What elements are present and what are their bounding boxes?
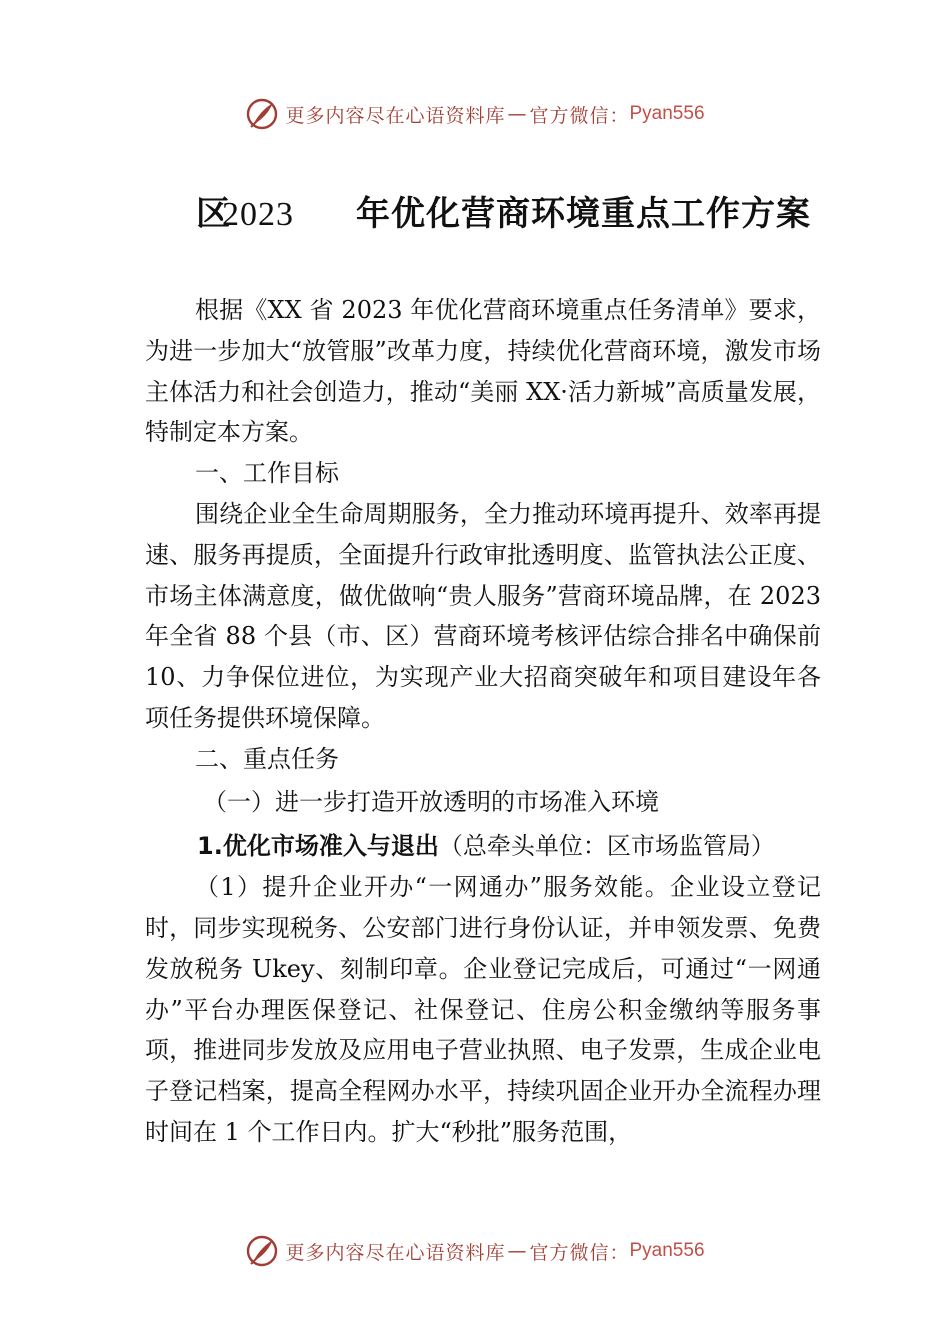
- watermark-wechat-id: Pyan556: [629, 1240, 705, 1261]
- watermark-text: 更多内容尽在心语资料库: [285, 1241, 506, 1264]
- feather-pen-logo-icon: [245, 97, 279, 131]
- watermark-wechat-label: 官方微信：: [529, 1241, 630, 1264]
- item-heading-bold: 1.优化市场准入与退出: [197, 832, 439, 861]
- watermark-banner-bottom: [0, 1231, 950, 1271]
- title-year: 2023: [222, 196, 294, 233]
- watermark-wechat-label: 官方微信：: [529, 104, 630, 127]
- watermark-wechat-id: Pyan556: [629, 103, 705, 124]
- title-district: 区: [196, 194, 231, 234]
- feather-pen-logo-icon: [245, 1234, 279, 1268]
- goals-paragraph: 围绕企业全生命周期服务，全力推动环境再提升、效率再提速、服务再提质，全面提升行政审批透明度、监管执法公正度、市场主体满意度，做优做响“贵人服务”营商环境品牌，在 2023 年全省 88 个县（市、区）营商环境考核评估综合排名中确保前 10、力争保位进位，为实现产业大招商突破年和项目建设年各项任务提供环境保障。: [145, 499, 821, 732]
- subsection-heading-market-access: （一）进一步打造开放透明的市场准入环境: [203, 787, 659, 816]
- document-body: [145, 290, 821, 1153]
- item-heading: [145, 826, 821, 867]
- item-subparagraph: （1）提升企业开办“一网通办”服务效能。企业设立登记时，同步实现税务、公安部门进行身份认证，并申领发票、免费发放税务 Ukey、刻制印章。企业登记完成后，可通过“一网通办”平台办理医保登记、社保登记、住房公积金缴纳等服务事项，推进同步发放及应用电子营业执照、电子发票，生成企业电子登记档案，提高全程网办水平，持续巩固企业开办全流程办理时间在 1 个工作日内。扩大“秒批”服务范围，: [145, 873, 821, 1146]
- section-heading-goals: 一、工作目标: [195, 459, 339, 488]
- document-title: [196, 186, 816, 235]
- watermark-text: 更多内容尽在心语资料库: [285, 104, 506, 127]
- item-heading-lead-unit: （总牵头单位：区市场监管局）: [438, 832, 775, 861]
- intro-paragraph: 根据《XX 省 2023 年优化营商环境重点任务清单》要求，为进一步加大“放管服”改革力度，持续优化营商环境，激发市场主体活力和社会创造力，推动“美丽 XX·活力新城”高质量发展，特制定本方案。: [145, 296, 821, 447]
- section-heading-tasks: 二、重点任务: [195, 744, 339, 773]
- watermark-separator: —: [507, 1240, 528, 1262]
- watermark-separator: —: [507, 103, 528, 125]
- title-rest: 年优化营商环境重点工作方案: [356, 194, 811, 234]
- watermark-banner-top: [0, 94, 950, 134]
